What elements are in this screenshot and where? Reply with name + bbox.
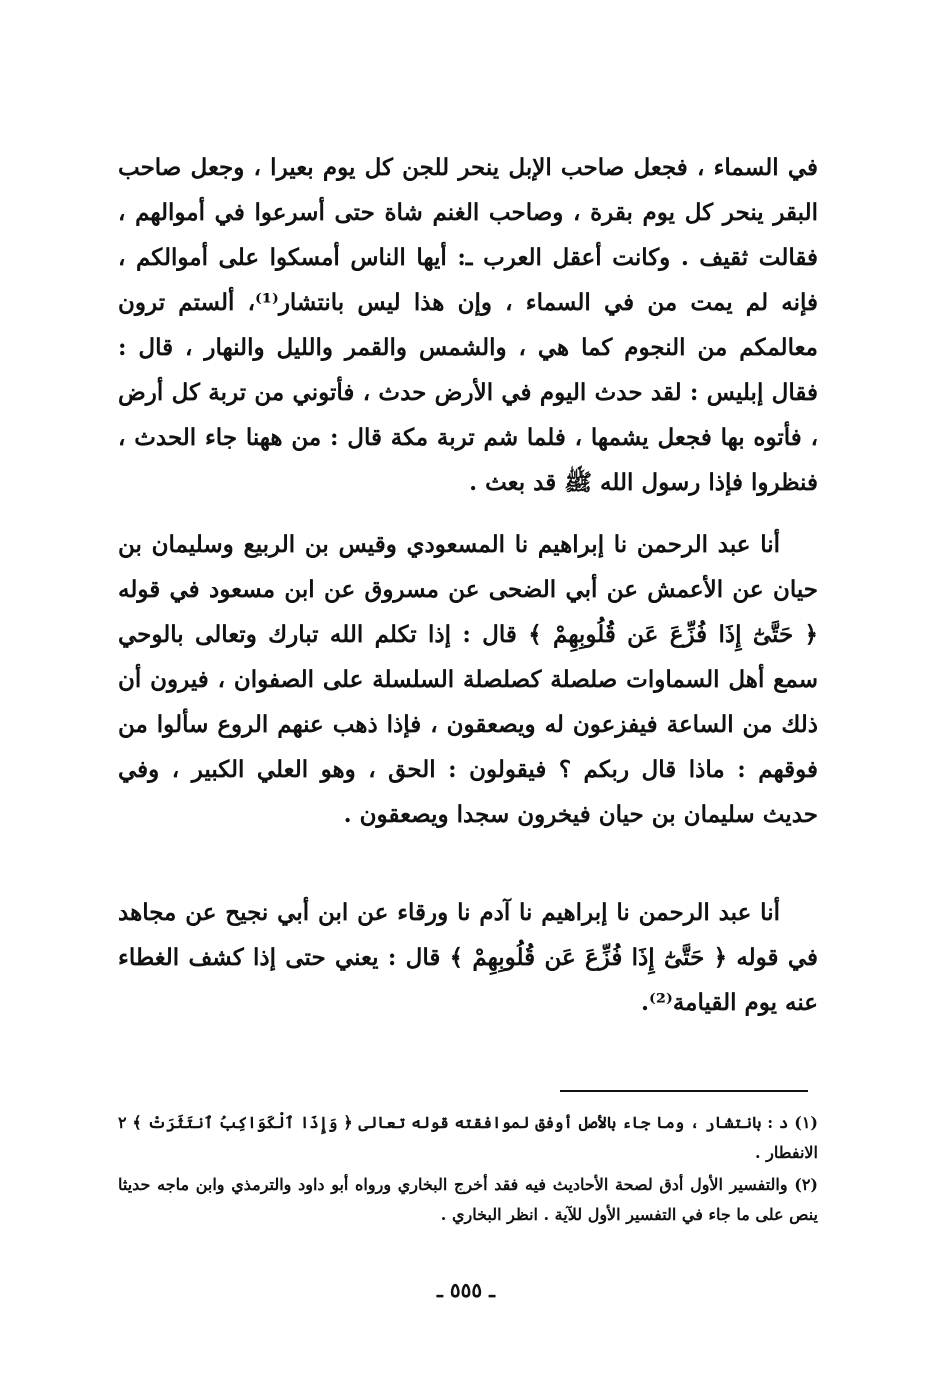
footnote-separator bbox=[560, 1090, 808, 1092]
paragraph-text: أنا عبد الرحمن نا إبراهيم نا المسعودي وقيس بن الربيع وسليمان بن حيان عن الأعمش عن أبي الضحى عن مسروق عن ابن مسعود في قوله ﴿ حَتَّىٰٓ إِذَا فُزِّعَ عَن قُلُوبِهِمْ ﴾ قال : إذا تكلم الله تبارك وتعالى بالوحي سمع أهل السماوات صلصلة كصلصلة السلسلة على الصفوان ، فيرون أن ذلك من الساعة فيفزعون له ويصعقون ، فإذا ذهب عنهم الروع سألوا من فوقهم : ماذا قال ربكم ؟ فيقولون : الحق ، وهو العلي الكبير ، وفي حديث سليمان بن حيان فيخرون سجدا ويصعقون . bbox=[118, 531, 818, 828]
body-paragraph-3 bbox=[118, 890, 818, 1025]
footnotes bbox=[118, 1108, 818, 1232]
footnote-1: (١) د : بانتشار ، وما جاء بالأصل أوفق لموافقته قوله تعالى ﴿ وَإِذَا ٱلْكَوَاكِبُ ٱنتَثَرَتْ ﴾ ٢ الانفطار . bbox=[118, 1113, 818, 1162]
body-paragraph-2 bbox=[118, 522, 818, 837]
footnote-2: (٢) والتفسير الأول أدق لصحة الأحاديث فيه فقد أخرج البخاري ورواه أبو داود والترمذي وابن ماجه حديثا ينص على ما جاء في التفسير الأول للآية . انظر البخاري . bbox=[118, 1175, 818, 1224]
page-number: ـ ٥٥٥ ـ bbox=[437, 1278, 495, 1302]
paragraph-text: في السماء ، فجعل صاحب الإبل ينحر للجن كل يوم بعيرا ، وجعل صاحب البقر ينحر كل يوم بقرة ، وصاحب الغنم شاة حتى أسرعوا في أموالهم ، فقالت ثقيف . وكانت أعقل العرب ـ: أيها الناس أمسكوا على أموالكم ، فإنه لم يمت من في السماء ، وإن هذا ليس بانتشار⁽¹⁾، ألستم ترون معالمكم من النجوم كما هي ، والشمس والقمر والليل والنهار ، قال : فقال إبليس : لقد حدث اليوم في الأرض حدث ، فأتوني من تربة كل أرض ، فأتوه بها فجعل يشمها ، فلما شم تربة مكة قال : من ههنا جاء الحدث ، فنظروا فإذا رسول الله ﷺ قد بعث . bbox=[118, 154, 819, 496]
body-paragraph-1 bbox=[118, 145, 818, 505]
paragraph-text: أنا عبد الرحمن نا إبراهيم نا آدم نا ورقاء عن ابن أبي نجيح عن مجاهد في قوله ﴿ حَتَّىٰٓ إِذَا فُزِّعَ عَن قُلُوبِهِمْ ﴾ قال : يعني حتى إذا كشف الغطاء عنه يوم القيامة⁽²⁾. bbox=[118, 899, 818, 1016]
